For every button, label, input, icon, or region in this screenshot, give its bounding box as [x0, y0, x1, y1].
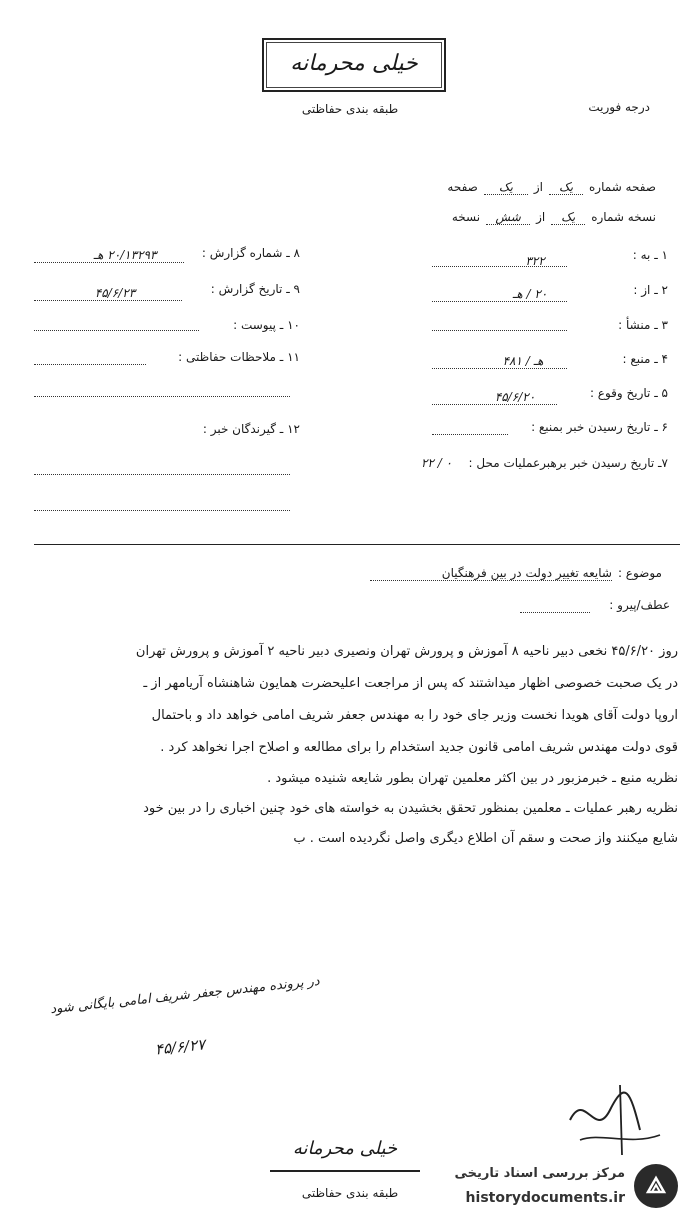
field-source-line — [432, 368, 567, 369]
field-origin-label: ۳ ـ منشأ : — [618, 318, 668, 332]
field-to-label: ۱ ـ به : — [632, 248, 668, 262]
field-origin-line — [432, 330, 567, 331]
recipients-label: ۱۲ ـ گیرندگان خبر : — [202, 422, 300, 436]
copy-total-value: شش — [486, 210, 530, 225]
field-from-value: ۲۰ / هـ — [512, 287, 548, 301]
watermark-url: historydocuments.ir — [465, 1190, 625, 1206]
body-line: اروپا دولت آقای هویدا نخست وزیر جای خود را به مهندس جعفر شریف امامی خواهد داد و باحتمال — [151, 708, 678, 723]
security-notes-line-1 — [34, 364, 146, 365]
field-from-label: ۲ ـ از : — [633, 283, 668, 297]
report-date-label: ۹ ـ تاریخ گزارش : — [210, 282, 300, 296]
copy-number-value: یک — [551, 210, 585, 225]
page-of-label: از — [533, 180, 544, 194]
body-line: شایع میکنند واز صحت و سقم آن اطلاع دیگری واصل نگردیده است . ب — [293, 831, 678, 846]
copy-number-line — [400, 210, 656, 225]
field-event-date-label: ۵ ـ تاریخ وقوع : — [589, 386, 668, 400]
report-number-label: ۸ ـ شماره گزارش : — [201, 246, 300, 260]
watermark-title: مرکز بررسی اسناد تاریخی — [454, 1166, 625, 1181]
report-date-value: ۴۵/۶/۲۳ — [94, 286, 136, 300]
subject-value: شایعه تغییر دولت در بین فرهنگیان — [370, 566, 612, 581]
report-body — [22, 636, 678, 854]
copy-unit-label: نسخه — [451, 210, 481, 224]
field-news-to-ops-label: ۷ـ تاریخ رسیدن خبر برهبرعملیات محل : — [468, 456, 668, 470]
handwritten-filing-note: در پرونده مهندس جعفر شریف امامی بایگانی شود — [49, 973, 321, 1018]
copy-number-label: نسخه شماره — [591, 210, 656, 224]
security-notes-label: ۱۱ ـ ملاحظات حفاظتی : — [178, 350, 300, 364]
body-line: روز ۴۵/۶/۲۰ نخعی دبیر ناحیه ۸ آموزش و پرورش تهران ونصیری دبیر ناحیه ۲ آموزش و پرورش تهران — [135, 644, 678, 659]
reference-line — [590, 598, 670, 612]
copy-of-label: از — [536, 210, 546, 224]
reference-label: عطف/پیرو : — [609, 598, 670, 612]
report-number-line — [34, 262, 184, 263]
urgency-label: درجه فوریت — [588, 100, 650, 114]
report-number-value: ۲۰/۱۳۲۹۳ هـ — [93, 248, 157, 262]
field-event-date-line — [432, 404, 557, 405]
reference-dots — [520, 612, 590, 613]
field-source-label: ۴ ـ منبع : — [622, 352, 668, 366]
recipients-line-1 — [34, 474, 290, 475]
field-news-to-ops-value: ۲۲ / ۰ — [420, 456, 452, 470]
subject-line — [370, 566, 662, 581]
page-unit-label: صفحه — [447, 180, 478, 194]
body-line: نظریه منبع ـ خبرمزبور در بین اکثر معلمین تهران بطور شایعه شنیده میشود . — [267, 771, 678, 786]
field-to-value: ۳۲۲ — [525, 254, 545, 268]
attachment-line — [34, 330, 199, 331]
signature-mark — [560, 1080, 670, 1160]
body-line: در یک صحبت خصوصی اظهار میداشتند که پس از مراجعت اعلیحضرت همایون شاهنشاه آریامهر از ـ — [143, 676, 678, 691]
security-notes-line-2 — [34, 396, 290, 397]
bottom-classification-label: طبقه بندی حفاظتی — [301, 1186, 399, 1200]
classification-label: طبقه بندی حفاظتی — [301, 102, 399, 116]
recipients-line-2 — [34, 510, 290, 511]
top-classification-stamp: خیلی محرمانه — [262, 38, 446, 92]
field-news-to-source-label: ۶ ـ تاریخ رسیدن خبر بمنبع : — [531, 420, 668, 434]
attachment-label: ۱۰ ـ پیوست : — [233, 318, 300, 332]
body-line: نظریه رهبر عملیات ـ معلمین بمنظور تحقق بخشیدن به خواسته های خود چنین اخباری را در بین خود — [143, 801, 678, 816]
handwritten-filing-date: ۴۵/۶/۲۷ — [153, 1035, 206, 1059]
page-number-line — [400, 180, 656, 195]
page-number-value: یک — [549, 180, 583, 195]
body-line: قوی دولت مهندس شریف امامی قانون جدید استخدام را برای مطالعه و اصلاح اجرا نخواهد کرد . — [160, 740, 678, 755]
section-divider — [34, 544, 680, 545]
bottom-classification-stamp: خیلی محرمانه — [270, 1130, 420, 1172]
field-news-to-source-line — [432, 434, 508, 435]
page-number-label: صفحه شماره — [589, 180, 656, 194]
field-from-line — [432, 301, 567, 302]
field-event-date-value: ۴۵/۶/۲۰ — [494, 390, 536, 404]
watermark-logo-icon — [634, 1164, 678, 1208]
report-date-line — [34, 300, 182, 301]
page-total-value: یک — [484, 180, 528, 195]
subject-label: موضوع : — [617, 566, 662, 580]
field-source-value: هـ / ۴۸۱ — [502, 354, 544, 368]
